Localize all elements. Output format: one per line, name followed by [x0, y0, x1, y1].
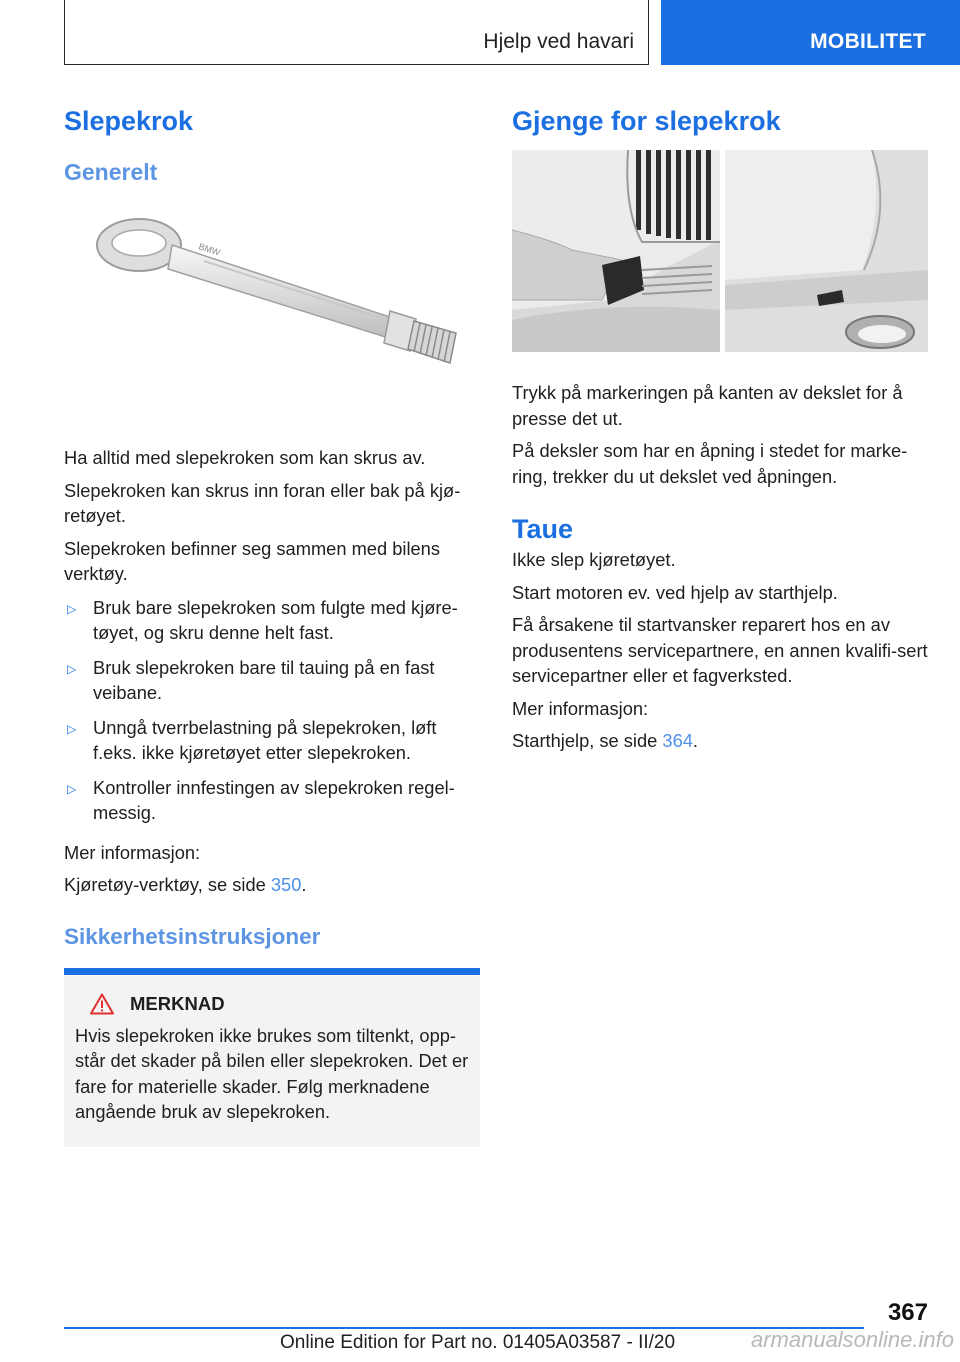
- paragraph: Slepekroken kan skrus inn foran eller bak på kjø‐retøyet.: [64, 479, 461, 526]
- svg-text:BMW: BMW: [197, 241, 222, 258]
- right-column: [512, 100, 928, 754]
- edition-text: Online Edition for Part no. 01405A03587 - II/20: [280, 1332, 676, 1353]
- towing-heading: Taue: [512, 514, 574, 544]
- watermark: armanualsonline.info: [750, 1327, 954, 1352]
- paragraph: Ha alltid med slepekroken som kan skrus av.: [64, 447, 426, 468]
- more-info-label: Mer informasjon:: [64, 841, 201, 863]
- paragraph: Trykk på markeringen på kanten av dekslet for å presse det ut.: [512, 382, 903, 429]
- cross-reference: Kjøretøy-verktøy, se side 350.: [64, 874, 307, 895]
- triangle-bullet-icon: ▷: [67, 601, 77, 616]
- safety-heading: Sikkerhetsinstruksjoner: [64, 923, 321, 949]
- page-link[interactable]: 364: [662, 730, 693, 751]
- notice-bar: [64, 968, 480, 975]
- general-heading: Generelt: [64, 159, 158, 185]
- section-title: Hjelp ved havari: [483, 30, 634, 53]
- list-item: ▷ Bruk slepekroken bare til tauing på en fast veibane.: [67, 656, 435, 703]
- triangle-bullet-icon: ▷: [67, 781, 77, 796]
- paragraph: Få årsakene til startvansker reparert hos en av produsentens servicepartnere, en annen kvalifi‐sert servicepartner eller et fagverksted.: [512, 614, 928, 686]
- notice-text: Hvis slepekroken ikke brukes som tiltenkt, opp‐står det skader på bilen eller slepekroken. Det er fare for materielle skader. Følg merknadene angående bruk av slepekroken.: [75, 1024, 469, 1122]
- paragraph: Ikke slep kjøretøyet.: [512, 549, 676, 570]
- triangle-bullet-icon: ▷: [67, 661, 77, 676]
- header-bar: [64, 0, 649, 65]
- paragraph: Slepekroken befinner seg sammen med bilens verktøy.: [64, 537, 440, 584]
- page-link[interactable]: 350: [270, 874, 302, 895]
- cross-reference: Starthjelp, se side 364.: [512, 730, 699, 751]
- left-column: [64, 100, 480, 1147]
- chapter-tab[interactable]: [661, 0, 960, 65]
- list-item: ▷ Kontroller innfestingen av slepekroken regel‐messig.: [67, 776, 455, 823]
- list-item: ▷ Bruk bare slepekroken som fulgte med kjøre‐tøyet, og skru denne helt fast.: [67, 596, 458, 643]
- tow-hook-illustration: [64, 199, 480, 419]
- more-info-label: Mer informasjon:: [512, 697, 649, 719]
- footer-divider: [64, 1327, 864, 1329]
- page-number: 367: [887, 1299, 928, 1326]
- notice-title: MERKNAD: [75, 993, 469, 1015]
- warning-icon: [90, 993, 114, 1015]
- bumper-cover-illustration: [512, 150, 928, 352]
- chapter-tab-label: MOBILITET: [810, 30, 926, 53]
- list-item: ▷ Unngå tverrbelastning på slepekroken, løft f.eks. ikke kjøretøyet etter slepekroken.: [67, 716, 437, 763]
- tow-hook-heading: Slepekrok: [64, 106, 194, 136]
- thread-heading: Gjenge for slepekrok: [512, 106, 781, 136]
- paragraph: Start motoren ev. ved hjelp av starthjelp.: [512, 581, 838, 603]
- instruction-list: [64, 595, 480, 826]
- paragraph: På deksler som har en åpning i stedet for marke‐ring, trekker du ut dekslet ved åpningen.: [512, 440, 908, 487]
- triangle-bullet-icon: ▷: [67, 721, 77, 736]
- notice-box: [64, 968, 480, 1147]
